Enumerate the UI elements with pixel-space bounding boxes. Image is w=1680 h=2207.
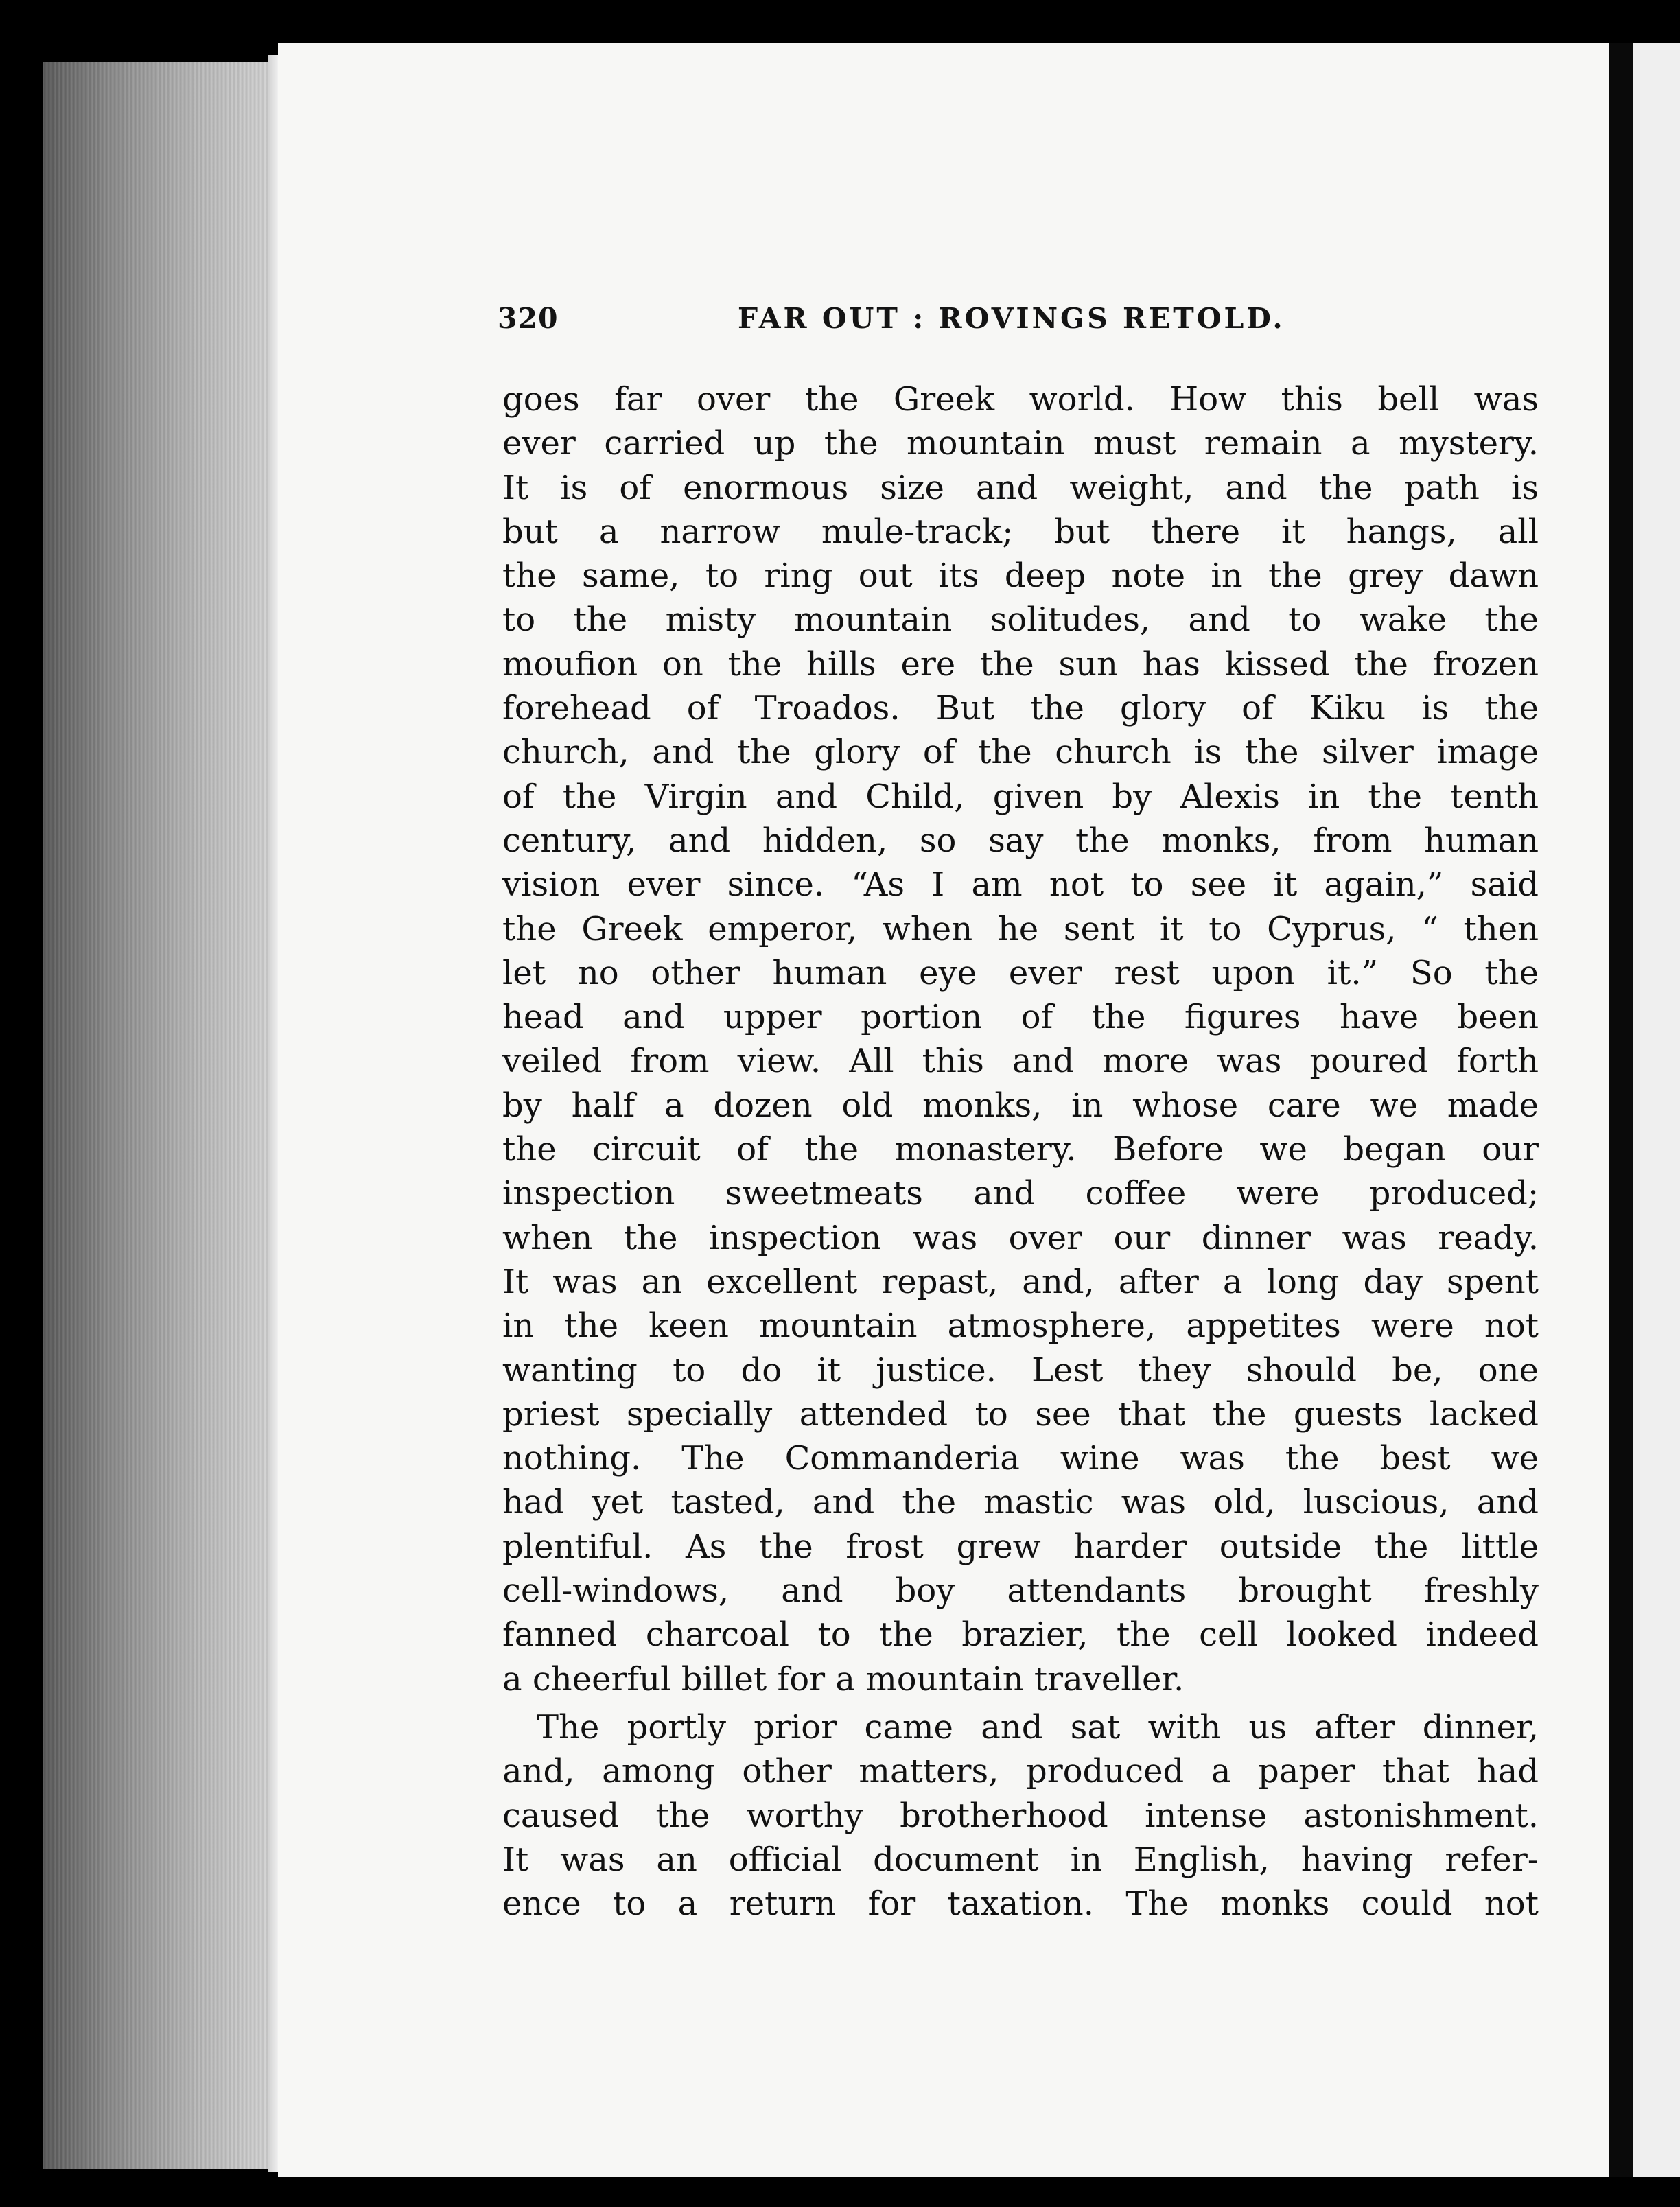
text-line: cell-windows, and boy attendants brought freshly <box>502 1572 1539 1611</box>
text-line: ence to a return for taxation. The monks could not <box>502 1884 1539 1924</box>
facing-page-gap <box>1609 43 1634 2177</box>
text-line: vision ever since. “As I am not to see it again,” said <box>502 865 1539 904</box>
text-line: let no other human eye ever rest upon it.” So the <box>502 953 1539 992</box>
text-line: It is of enormous size and weight, and the path is <box>502 468 1539 507</box>
text-line: The portly prior came and sat with us after dinner, <box>537 1707 1539 1747</box>
text-line: forehead of Troados. But the glory of Kiku is the <box>502 689 1539 728</box>
running-head: FAR OUT : ROVINGS RETOLD. <box>738 302 1285 335</box>
text-line: veiled from view. All this and more was poured forth <box>502 1042 1539 1081</box>
text-line: and, among other matters, produced a paper that had <box>502 1752 1539 1791</box>
text-line: priest specially attended to see that the guests lacked <box>502 1394 1539 1434</box>
text-line: a cheerful billet for a mountain traveller. <box>502 1659 1185 1698</box>
text-line: to the misty mountain solitudes, and to wake the <box>502 600 1539 640</box>
text-line: inspection sweetmeats and coffee were produced; <box>502 1174 1539 1213</box>
text-line: head and upper portion of the figures have been <box>502 998 1539 1037</box>
body-text <box>502 377 1539 1926</box>
text-line: the circuit of the monastery. Before we began our <box>502 1130 1539 1169</box>
text-line: caused the worthy brotherhood intense astonishment. <box>502 1796 1539 1835</box>
text-line: nothing. The Commanderia wine was the best we <box>502 1439 1539 1478</box>
page-number: 320 <box>498 302 559 335</box>
text-line: by half a dozen old monks, in whose care we made <box>502 1086 1539 1125</box>
text-line: but a narrow mule-track; but there it hangs, all <box>502 512 1539 551</box>
text-line: It was an excellent repast, and, after a long day spent <box>502 1262 1539 1301</box>
facing-page-edge <box>1633 43 1680 2177</box>
text-line: It was an official document in English, having refer- <box>502 1840 1539 1879</box>
text-line: wanting to do it justice. Lest they should be, one <box>502 1351 1539 1390</box>
text-line: century, and hidden, so say the monks, from human <box>502 821 1539 860</box>
text-line: plentiful. As the frost grew harder outside the little <box>502 1527 1539 1566</box>
text-line: ever carried up the mountain must remain a mystery. <box>502 424 1539 463</box>
text-line: fanned charcoal to the brazier, the cell looked indeed <box>502 1615 1539 1655</box>
paragraph <box>502 377 1539 1701</box>
text-line: church, and the glory of the church is the silver image <box>502 733 1539 772</box>
text-line: when the inspection was over our dinner was ready. <box>502 1218 1539 1257</box>
text-line: goes far over the Greek world. How this bell was <box>502 380 1539 419</box>
paragraph <box>502 1705 1539 1926</box>
text-line: of the Virgin and Child, given by Alexis in the tenth <box>502 777 1539 816</box>
text-line: had yet tasted, and the mastic was old, luscious, and <box>502 1483 1539 1522</box>
text-line: moufion on the hills ere the sun has kissed the frozen <box>502 644 1539 684</box>
text-line: the Greek emperor, when he sent it to Cyprus, “ then <box>502 909 1539 948</box>
page-header <box>498 302 1307 350</box>
book-fore-edge <box>43 62 276 2169</box>
text-line: in the keen mountain atmosphere, appetites were not <box>502 1307 1539 1346</box>
text-line: the same, to ring out its deep note in the grey dawn <box>502 557 1539 596</box>
